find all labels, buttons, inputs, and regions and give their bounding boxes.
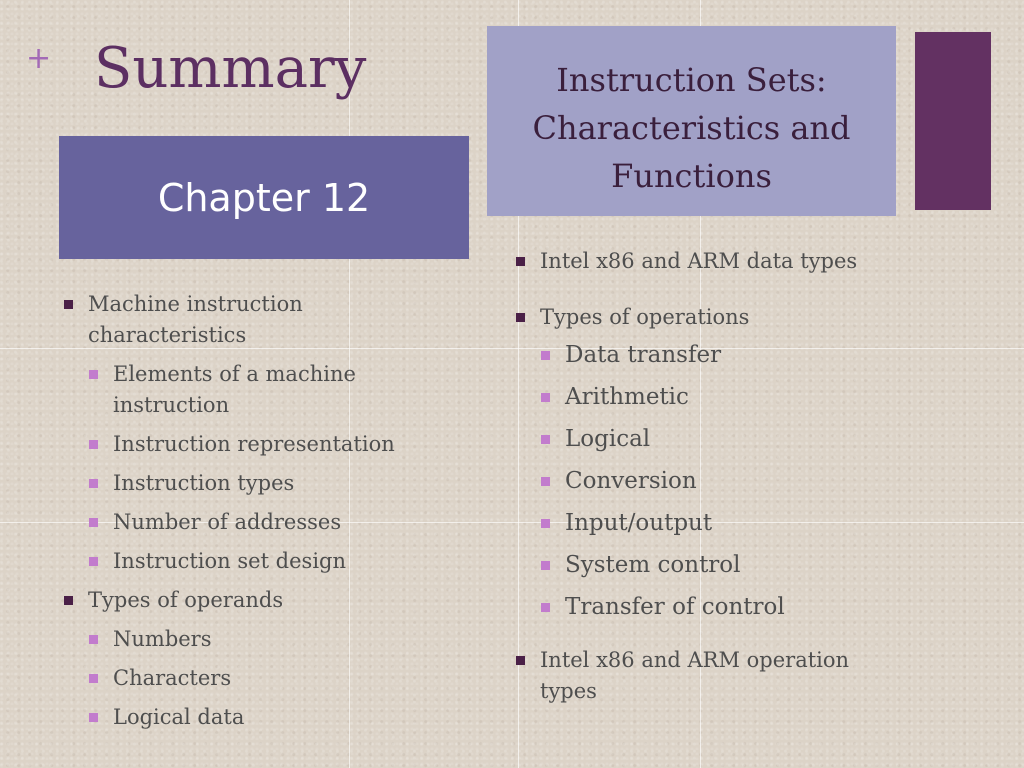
subbullet-system-control: System control: [539, 549, 904, 581]
subbullet-arithmetic: Arithmetic: [539, 381, 904, 413]
subbullet-input-output: Input/output: [539, 507, 904, 539]
subtitle-line-2: Characteristics and: [532, 109, 851, 147]
subbullet-characters: Characters: [87, 663, 442, 694]
right-bullet-list: [514, 246, 904, 707]
left-bullet-list: [62, 289, 442, 733]
subtitle-box: [487, 26, 896, 216]
slide-title: Summary: [94, 36, 367, 101]
subbullet-instruction-representation: Instruction representation: [87, 429, 442, 460]
subbullet-conversion: Conversion: [539, 465, 904, 497]
subbullet-data-transfer: Data transfer: [539, 339, 904, 371]
subbullet-numbers: Numbers: [87, 624, 442, 655]
bullet-types-of-operations: Types of operations: [514, 302, 904, 333]
subbullet-logical-data: Logical data: [87, 702, 442, 733]
plus-icon: +: [26, 41, 52, 76]
subtitle-line-1: Instruction Sets:: [556, 61, 827, 99]
subbullet-transfer-of-control: Transfer of control: [539, 591, 904, 623]
subbullet-instruction-types: Instruction types: [87, 468, 442, 499]
bullet-intel-arm-operation-types: Intel x86 and ARM operation types: [514, 645, 904, 707]
subtitle-text: [487, 56, 896, 200]
accent-bar: [915, 32, 991, 210]
bullet-intel-arm-data-types: Intel x86 and ARM data types: [514, 246, 904, 277]
subbullet-elements-of-machine-instruction: Elements of a machine instruction: [87, 359, 442, 421]
bullet-types-of-operands: Types of operands: [62, 585, 442, 616]
subtitle-line-3: Functions: [611, 157, 772, 195]
subbullet-logical: Logical: [539, 423, 904, 455]
subbullet-number-of-addresses: Number of addresses: [87, 507, 442, 538]
chapter-label: Chapter 12: [157, 176, 371, 220]
subbullet-instruction-set-design: Instruction set design: [87, 546, 442, 577]
bullet-machine-instruction-characteristics: Machine instruction characteristics: [62, 289, 442, 351]
chapter-label-box: [59, 136, 469, 259]
